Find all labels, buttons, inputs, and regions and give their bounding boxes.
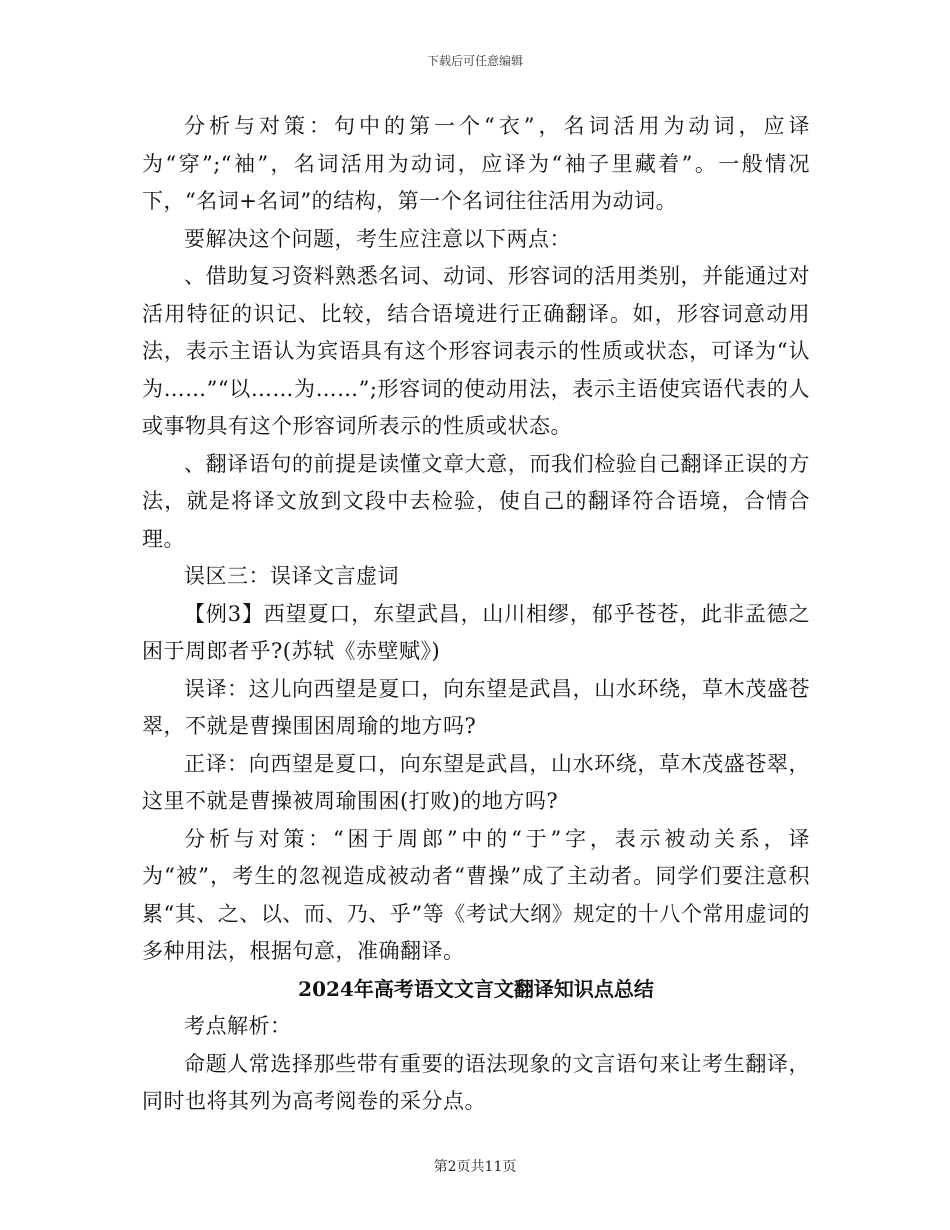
paragraph-point-1: 、借助复习资料熟悉名词、动词、形容词的活用类别，并能通过对活用特征的识记、比较，结合语境进行正确翻译。如，形容词意动用法，表示主语认为宾语具有这个形容词表示的性质或状态，可译为“认为……”“以……为……”;形容词的使动用法，表示主语使宾语代表的人或事物具有这个形容词所表示的性质或状态。 — [142, 264, 810, 438]
paragraph-analysis-1: 分析与对策：句中的第一个“衣”，名词活用为动词，应译为“穿”;“袖”，名词活用为动词，应译为“袖子里藏着”。一般情况下，“名词+名词”的结构，第一个名词往往活用为动词。 — [142, 114, 810, 213]
paragraph-wrong-translation: 误译：这儿向西望是夏口，向东望是武昌，山水环绕，草木茂盛苍翠，不就是曹操围困周瑜的地方吗? — [142, 676, 810, 738]
page-number: 第2页共11页 — [433, 1159, 517, 1175]
paragraph-correct-translation: 正译：向西望是夏口，向东望是武昌，山水环绕，草木茂盛苍翠，这里不就是曹操被周瑜围困(打败)的地方吗? — [142, 751, 810, 813]
paragraph-exam-description: 命题人常选择那些带有重要的语法现象的文言语句来让考生翻译，同时也将其列为高考阅卷的采分点。 — [142, 1051, 810, 1113]
paragraph-two-points: 要解决这个问题，考生应注意以下两点： — [184, 226, 571, 251]
paragraph-analysis-2: 分析与对策：“困于周郎”中的“于”字，表示被动关系，译为“被”，考生的忽视造成被动者“曹操”成了主动者。同学们要注意积累“其、之、以、而、乃、乎”等《考试大纲》规定的十八个常用虚词的多种用法，根据句意，准确翻译。 — [142, 826, 810, 963]
paragraph-point-2: 、翻译语句的前提是读懂文章大意，而我们检验自己翻译正误的方法，就是将译文放到文段中去检验，使自己的翻译符合语境，合情合理。 — [142, 451, 810, 551]
paragraph-example-3: 【例3】西望夏口，东望武昌，山川相缪，郁乎苍苍，此非孟德之困于周郎者乎?(苏轼《赤壁赋》) — [142, 601, 810, 663]
paragraph-exam-point: 考点解析： — [184, 1014, 292, 1038]
document-body — [142, 108, 810, 1121]
paragraph-mistake-three: 误区三：误译文言虚词 — [184, 564, 399, 588]
section-title: 2024年高考语文文言文翻译知识点总结 — [298, 976, 654, 1001]
page-header: 下载后可任意编辑 — [426, 54, 523, 68]
